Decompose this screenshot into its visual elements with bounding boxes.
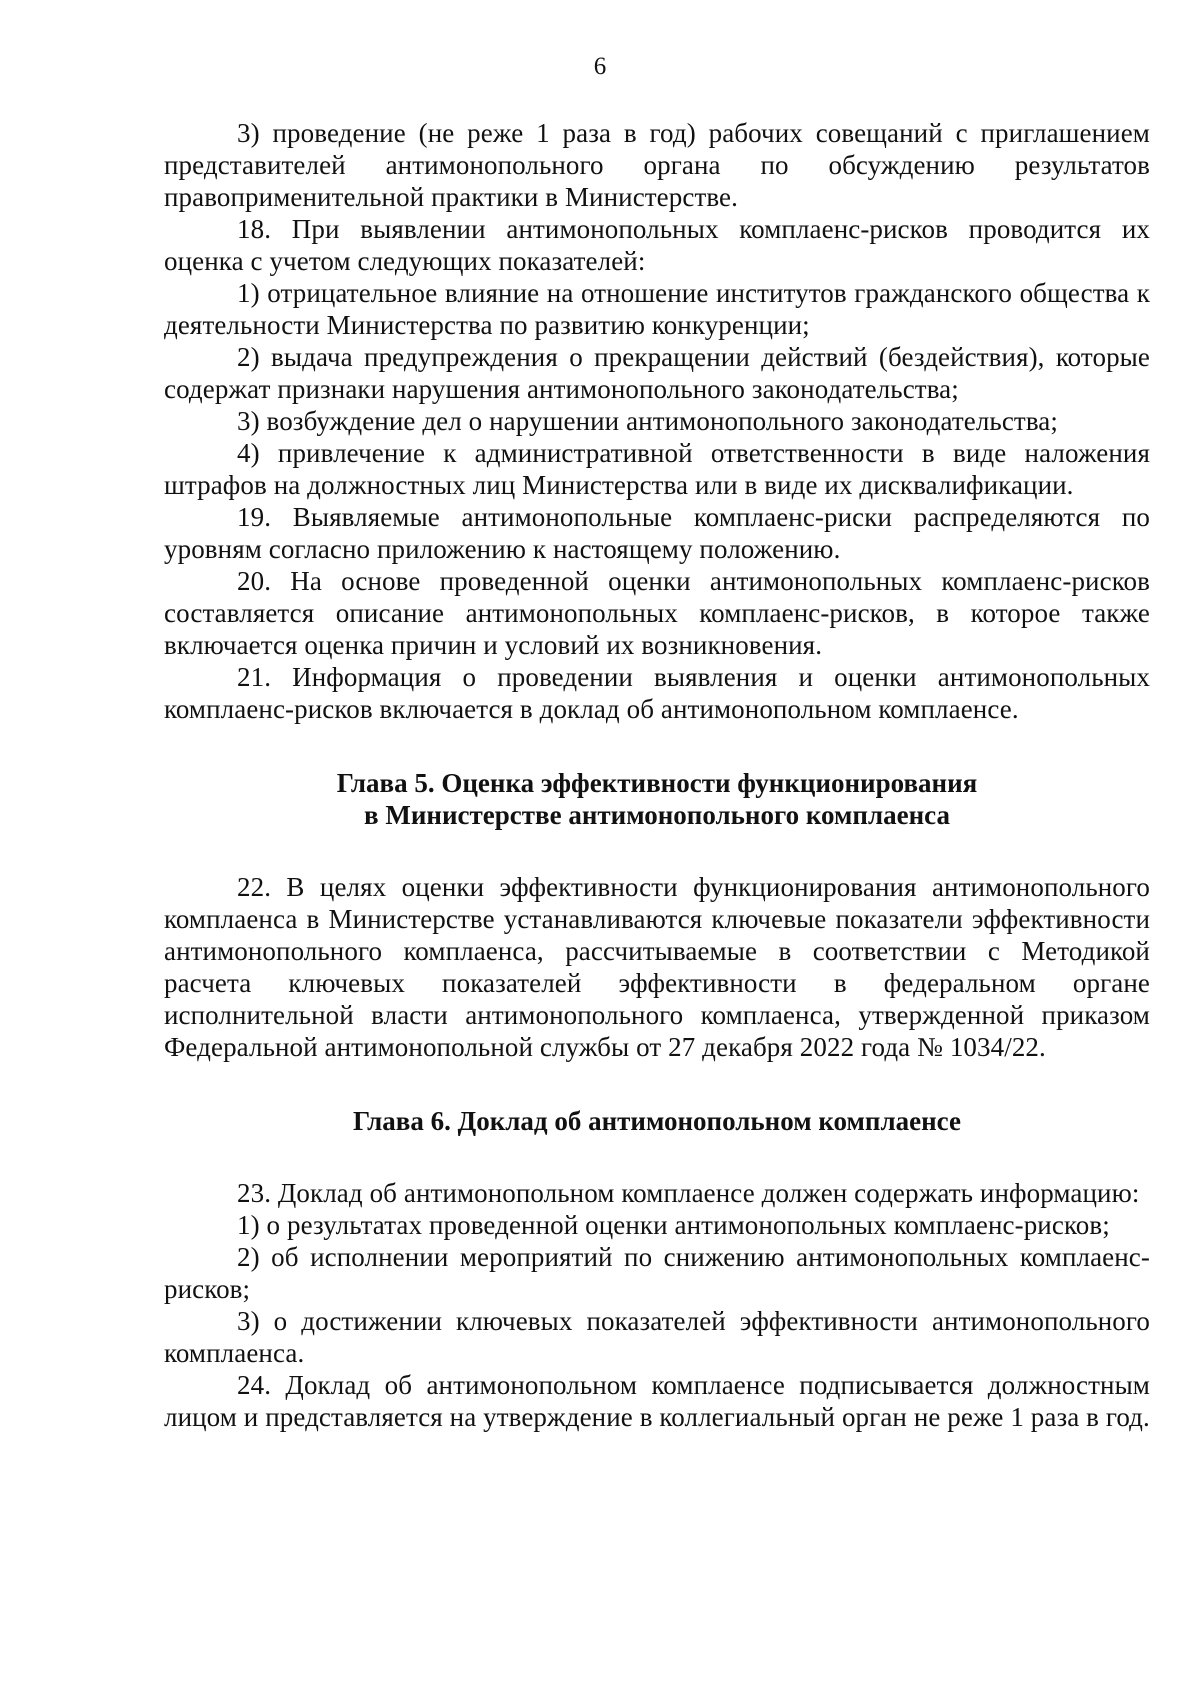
paragraph-18-item-3: 3) возбуждение дел о нарушении антимонопольного законодательства; <box>237 406 1058 436</box>
paragraph-18: 18. При выявлении антимонопольных комплаенс-рисков проводится их оценка с учетом следующих показателей: <box>164 214 1150 276</box>
paragraph-23-item-2: 2) об исполнении мероприятий по снижению антимонопольных комплаенс-рисков; <box>164 1242 1150 1304</box>
paragraph-23-item-3: 3) о достижении ключевых показателей эффективности антимонопольного комплаенса. <box>164 1306 1150 1368</box>
paragraph-20: 20. На основе проведенной оценки антимонопольных комплаенс-рисков составляется описание антимонопольных комплаенс-рисков, в которое также включается оценка причин и условий их возникновения. <box>164 566 1150 660</box>
paragraph-18-item-1: 1) отрицательное влияние на отношение институтов гражданского общества к деятельности Министерства по развитию конкуренции; <box>164 278 1150 340</box>
paragraph-21: 21. Информация о проведении выявления и оценки антимонопольных комплаенс-рисков включается в доклад об антимонопольном комплаенсе. <box>164 662 1150 724</box>
paragraph-23-item-1: 1) о результатах проведенной оценки антимонопольных комплаенс-рисков; <box>237 1210 1110 1240</box>
paragraph-19: 19. Выявляемые антимонопольные комплаенс-риски распределяются по уровням согласно приложению к настоящему положению. <box>164 502 1150 564</box>
spacer <box>164 1137 1150 1177</box>
paragraph-24: 24. Доклад об антимонопольном комплаенсе подписывается должностным лицом и представляется на утверждение в коллегиальный орган не реже 1 раза в год. <box>164 1370 1150 1432</box>
document-body <box>164 117 1150 1433</box>
spacer <box>164 1063 1150 1105</box>
chapter-5-heading-line-2: в Министерстве антимонопольного комплаенса <box>364 800 950 830</box>
chapter-6-heading: Глава 6. Доклад об антимонопольном комплаенсе <box>353 1106 961 1136</box>
paragraph-item-3-meetings: 3) проведение (не реже 1 раза в год) рабочих совещаний с приглашением представителей антимонопольного органа по обсуждению результатов правоприменительной практики в Министерстве. <box>164 118 1150 212</box>
chapter-5-heading-line-1: Глава 5. Оценка эффективности функционирования <box>336 768 978 798</box>
spacer <box>164 831 1150 871</box>
paragraph-23: 23. Доклад об антимонопольном комплаенсе должен содержать информацию: <box>237 1178 1140 1208</box>
paragraph-22: 22. В целях оценки эффективности функционирования антимонопольного комплаенса в Министерстве устанавливаются ключевые показатели эффективности антимонопольного комплаенса, рассчитываемые в соответствии с Методикой расчета ключевых показателей эффективности в федеральном органе исполнительной власти антимонопольного комплаенса, утвержденной приказом Федеральной антимонопольной службы от 27 декабря 2022 года № 1034/22. <box>164 872 1150 1062</box>
page-number: 6 <box>593 53 607 80</box>
paragraph-18-item-2: 2) выдача предупреждения о прекращении действий (бездействия), которые содержат признаки нарушения антимонопольного законодательства; <box>164 342 1150 404</box>
spacer <box>164 725 1150 767</box>
paragraph-18-item-4: 4) привлечение к административной ответственности в виде наложения штрафов на должностных лиц Министерства или в виде их дисквалификации. <box>164 438 1150 500</box>
